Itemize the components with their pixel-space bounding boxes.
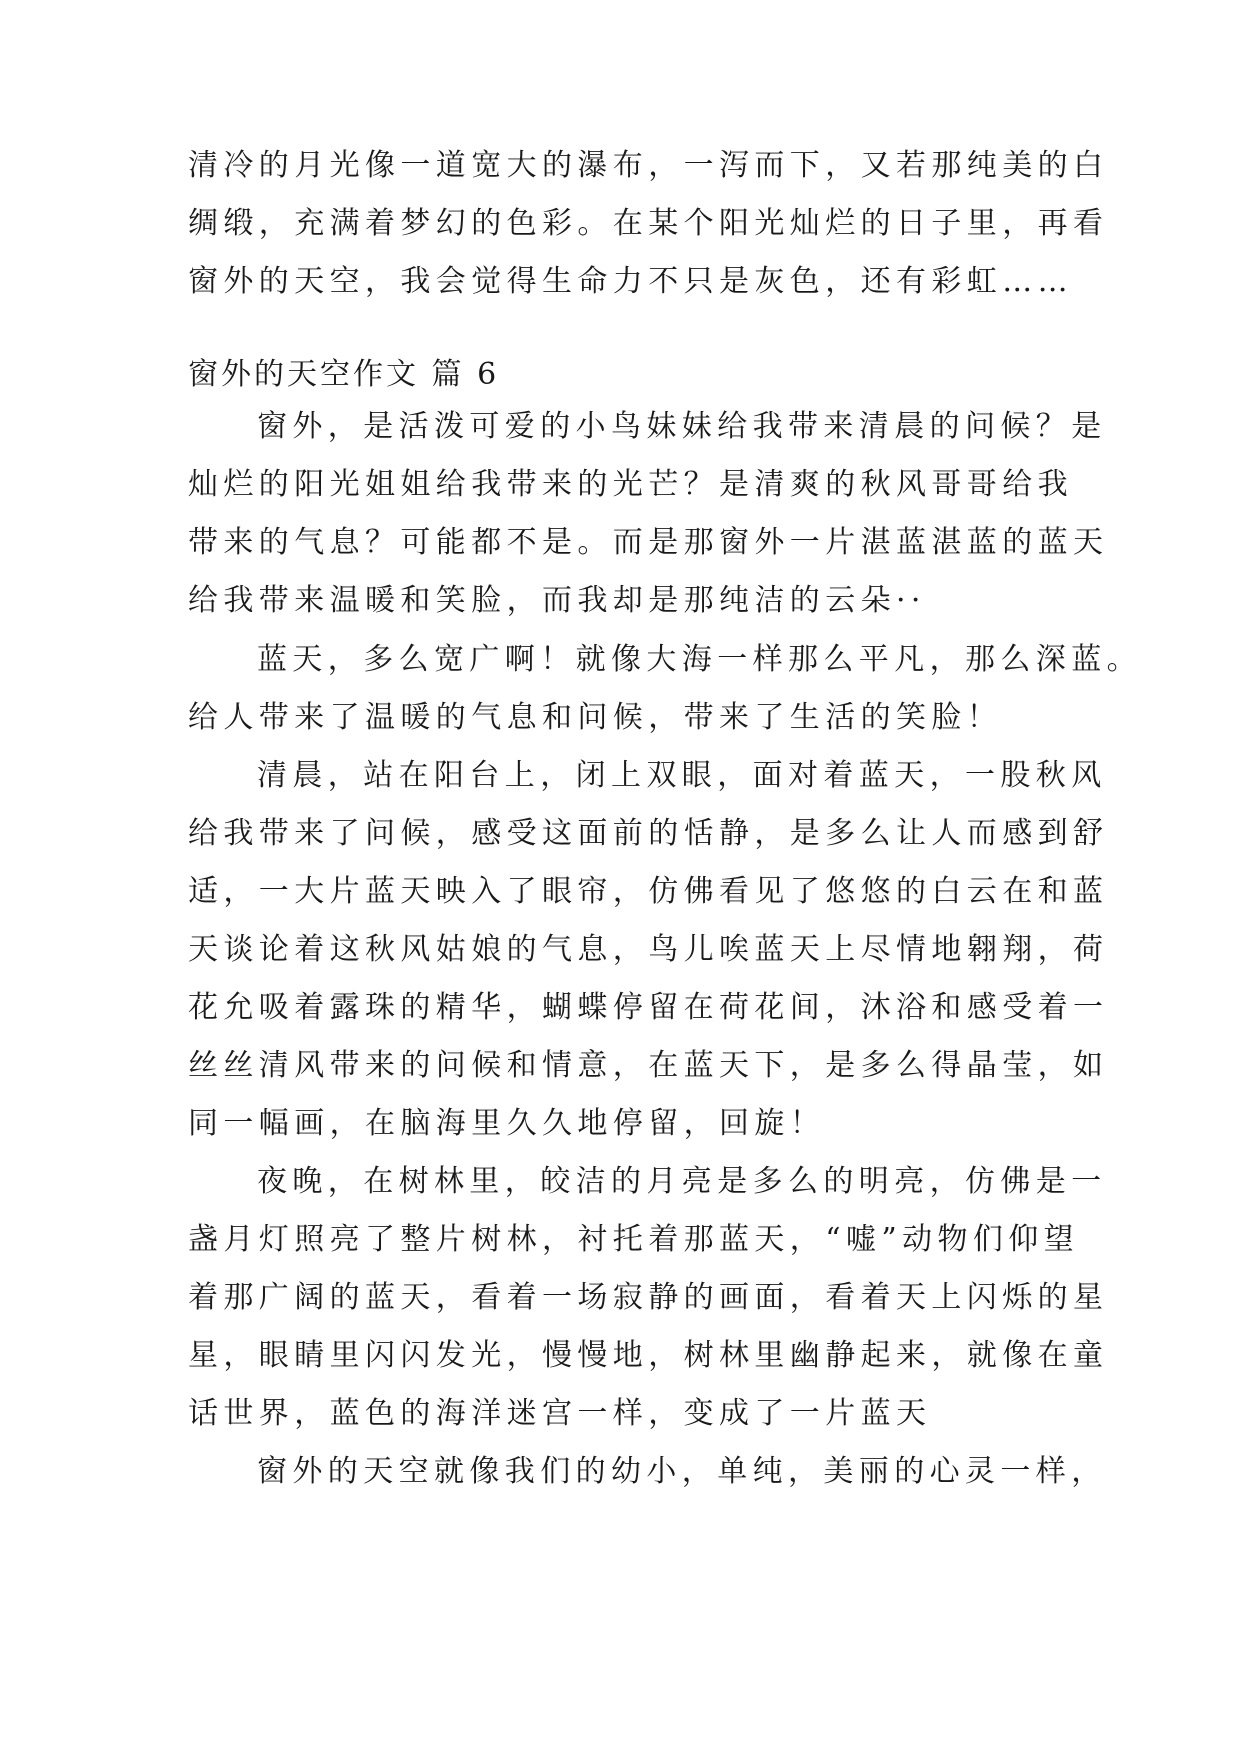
intro-line: 窗外的天空，我会觉得生命力不只是灰色，还有彩虹……	[188, 264, 1073, 299]
paragraph-line: 星，眼睛里闪闪发光，慢慢地，树林里幽静起来，就像在童	[188, 1338, 1109, 1373]
paragraph-line: 着那广阔的蓝天，看着一场寂静的画面，看着天上闪烁的星	[188, 1280, 1109, 1315]
paragraph-line: 给我带来了问候，感受这面前的恬静，是多么让人而感到舒	[188, 816, 1109, 851]
paragraph-line: 花允吸着露珠的精华，蝴蝶停留在荷花间，沐浴和感受着一	[188, 990, 1109, 1025]
paragraph-line: 窗外的天空就像我们的幼小，单纯，美丽的心灵一样，	[257, 1454, 1107, 1489]
paragraph-line: 同一幅画，在脑海里久久地停留，回旋！	[188, 1106, 826, 1141]
paragraph-line: 夜晚，在树林里，皎洁的月亮是多么的明亮，仿佛是一	[257, 1164, 1107, 1199]
paragraph-line: 丝丝清风带来的问候和情意，在蓝天下，是多么得晶莹，如	[188, 1048, 1109, 1083]
paragraph-line: 话世界，蓝色的海洋迷宫一样，变成了一片蓝天	[188, 1396, 932, 1431]
paragraph-line: 灿烂的阳光姐姐给我带来的光芒？是清爽的秋风哥哥给我	[188, 467, 1073, 502]
paragraph-line: 清晨，站在阳台上，闭上双眼，面对着蓝天，一股秋风	[257, 758, 1107, 793]
intro-line: 清冷的月光像一道宽大的瀑布，一泻而下，又若那纯美的白	[188, 148, 1109, 183]
paragraph-line: 适，一大片蓝天映入了眼帘，仿佛看见了悠悠的白云在和蓝	[188, 874, 1109, 909]
intro-line: 绸缎，充满着梦幻的色彩。在某个阳光灿烂的日子里，再看	[188, 206, 1109, 241]
paragraph-line: 窗外，是活泼可爱的小鸟妹妹给我带来清晨的问候？是	[257, 409, 1107, 444]
paragraph-line: 盏月灯照亮了整片树林，衬托着那蓝天，“嘘”动物们仰望	[188, 1222, 1080, 1257]
section-title: 窗外的天空作文 篇 6	[188, 357, 500, 392]
paragraph-line: 给我带来温暖和笑脸，而我却是那纯洁的云朵··	[188, 583, 926, 618]
paragraph-line: 天谈论着这秋风姑娘的气息，鸟儿唉蓝天上尽情地翱翔，荷	[188, 932, 1109, 967]
paragraph-line: 带来的气息？可能都不是。而是那窗外一片湛蓝湛蓝的蓝天	[188, 525, 1109, 560]
paragraph-line: 蓝天，多么宽广啊！就像大海一样那么平凡，那么深蓝。	[257, 642, 1142, 677]
paragraph-line: 给人带来了温暖的气息和问候，带来了生活的笑脸！	[188, 700, 1003, 735]
